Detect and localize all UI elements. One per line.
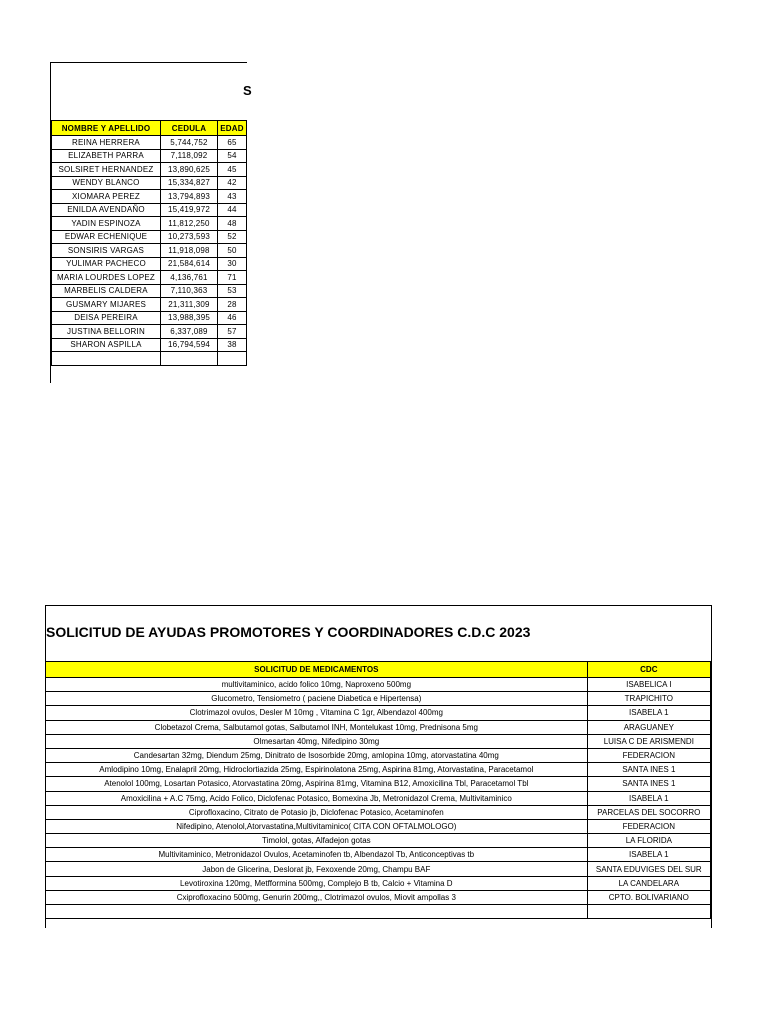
cell-cedula: 11,918,098 [161, 244, 218, 258]
cell-medicamentos: Amoxicilina + A.C 75mg, Acido Folico, Diclofenac Potasico, Bomexina Jb, Metronidazol Crema, Multivitaminico [46, 791, 588, 805]
cell-edad: 43 [218, 190, 247, 204]
cell-cdc: LA CANDELARA [587, 876, 710, 890]
cell-edad: 48 [218, 217, 247, 231]
cell-cedula: 15,419,972 [161, 203, 218, 217]
cell-medicamentos: Glucometro, Tensiometro ( paciene Diabetica e Hipertensa) [46, 692, 588, 706]
table-row [52, 149, 247, 163]
table-row [46, 890, 711, 904]
cell-medicamentos: Atenolol 100mg, Losartan Potasico, Atorvastatina 20mg, Aspirina 81mg, Vitamina B12, Amoxicilina Tbl, Paracetamol Tbl [46, 777, 588, 791]
table-row [46, 805, 711, 819]
table-header-row [46, 662, 711, 678]
cell-edad: 28 [218, 298, 247, 312]
cell-name: ELIZABETH PARRA [52, 149, 161, 163]
cell-name: GUSMARY MIJARES [52, 298, 161, 312]
patients-table-body [52, 136, 247, 366]
requests-sheet [45, 605, 712, 928]
cell-cedula: 4,136,761 [161, 271, 218, 285]
cell-cdc: LUISA C DE ARISMENDI [587, 734, 710, 748]
cell-name: DEISA PEREIRA [52, 311, 161, 325]
cell-name: JUSTINA BELLORIN [52, 325, 161, 339]
table-row [52, 352, 247, 366]
cell-cedula: 21,311,309 [161, 298, 218, 312]
cell-cdc: LA FLORIDA [587, 834, 710, 848]
header-edad: EDAD [218, 121, 247, 136]
cell-cedula: 6,337,089 [161, 325, 218, 339]
cell-cdc [587, 905, 710, 919]
cell-medicamentos [46, 905, 588, 919]
cell-cdc: FEDERACION [587, 819, 710, 833]
cell-edad: 71 [218, 271, 247, 285]
cell-cedula: 7,118,092 [161, 149, 218, 163]
cell-edad: 45 [218, 163, 247, 177]
cell-medicamentos: Amlodipino 10mg, Enalapril 20mg, Hidroclortiazida 25mg, Espirinolatona 25mg, Aspirina 81mg, Atorvastatina, Paracetamol [46, 763, 588, 777]
table-row [46, 734, 711, 748]
requests-table [45, 661, 711, 919]
table-row [46, 819, 711, 833]
table-row [52, 338, 247, 352]
cell-edad: 46 [218, 311, 247, 325]
table-row [52, 311, 247, 325]
table-row [52, 271, 247, 285]
cell-name: WENDY BLANCO [52, 176, 161, 190]
cell-cdc: ARAGUANEY [587, 720, 710, 734]
cell-cedula: 13,794,893 [161, 190, 218, 204]
cell-medicamentos: Timolol, gotas, Alfadejon gotas [46, 834, 588, 848]
cell-cdc: CPTO. BOLIVARIANO [587, 890, 710, 904]
table-row [52, 163, 247, 177]
cell-medicamentos: Olmesartan 40mg, Nifedipino 30mg [46, 734, 588, 748]
cell-cedula: 5,744,752 [161, 136, 218, 150]
table-row [46, 678, 711, 692]
table-row [46, 720, 711, 734]
cell-cdc: ISABELA 1 [587, 848, 710, 862]
cell-cdc: SANTA EDUVIGES DEL SUR [587, 862, 710, 876]
cell-cdc: SANTA INES 1 [587, 763, 710, 777]
table-row [46, 791, 711, 805]
cell-edad: 42 [218, 176, 247, 190]
cell-name [52, 352, 161, 366]
cell-name: YADIN ESPINOZA [52, 217, 161, 231]
cell-edad: 54 [218, 149, 247, 163]
cell-medicamentos: Levotiroxina 120mg, Metfformina 500mg, Complejo B tb, Calcio + Vitamina D [46, 876, 588, 890]
cell-medicamentos: Candesartan 32mg, Diendum 25mg, Dinitrato de Isosorbide 20mg, amlopina 10mg, atorvastatina 40mg [46, 748, 588, 762]
cell-edad: 30 [218, 257, 247, 271]
cell-name: EDWAR ECHENIQUE [52, 230, 161, 244]
table-row [46, 848, 711, 862]
table-row [46, 834, 711, 848]
table-row [46, 862, 711, 876]
cell-cedula: 21,584,614 [161, 257, 218, 271]
cell-edad [218, 352, 247, 366]
cell-cdc: ISABELA 1 [587, 791, 710, 805]
table-row [52, 190, 247, 204]
table-row [52, 176, 247, 190]
cell-cdc: ISABELA 1 [587, 706, 710, 720]
header-medicamentos: SOLICITUD DE MEDICAMENTOS [46, 662, 588, 678]
table-row [52, 230, 247, 244]
patients-sheet [50, 62, 252, 383]
table-row [52, 203, 247, 217]
cell-name: XIOMARA PEREZ [52, 190, 161, 204]
cell-name: REINA HERRERA [52, 136, 161, 150]
header-cdc: CDC [587, 662, 710, 678]
table-row [46, 876, 711, 890]
page-title: SOLICITUD DE AYUDAS PROMOTORES Y COORDINADORES C.D.C 2023 [46, 624, 531, 640]
table-header-row [52, 121, 247, 136]
cell-medicamentos: multivitaminico, acido folico 10mg, Naproxeno 500mg [46, 678, 588, 692]
table-row [46, 692, 711, 706]
table-row [46, 763, 711, 777]
cell-name: ENILDA AVENDAÑO [52, 203, 161, 217]
cell-cedula: 16,794,594 [161, 338, 218, 352]
cell-edad: 65 [218, 136, 247, 150]
table-row [46, 748, 711, 762]
cell-medicamentos: Jabon de Glicerina, Deslorat jb, Fexoxende 20mg, Champu BAF [46, 862, 588, 876]
cell-cdc: ISABELICA I [587, 678, 710, 692]
cell-cdc: FEDERACION [587, 748, 710, 762]
table-row [52, 257, 247, 271]
cell-edad: 57 [218, 325, 247, 339]
cell-cedula: 11,812,250 [161, 217, 218, 231]
cell-medicamentos: Clotrimazol ovulos, Desler M 10mg , Vitamina C 1gr, Albendazol 400mg [46, 706, 588, 720]
cell-cdc: TRAPICHITO [587, 692, 710, 706]
table-row [46, 706, 711, 720]
cell-cedula: 10,273,593 [161, 230, 218, 244]
table-row [52, 136, 247, 150]
cell-medicamentos: Clobetazol Crema, Salbutamol gotas, Salbutamol INH, Montelukast 10mg, Prednisona 5mg [46, 720, 588, 734]
cell-name: YULIMAR PACHECO [52, 257, 161, 271]
cell-name: SHARON ASPILLA [52, 338, 161, 352]
cell-edad: 52 [218, 230, 247, 244]
table-row [52, 244, 247, 258]
requests-table-body [46, 678, 711, 919]
table-row [52, 284, 247, 298]
table-row [46, 905, 711, 919]
table-row [46, 777, 711, 791]
header-cedula: CEDULA [161, 121, 218, 136]
cell-cedula: 15,334,827 [161, 176, 218, 190]
cell-name: MARIA LOURDES LOPEZ [52, 271, 161, 285]
cell-cedula: 13,890,625 [161, 163, 218, 177]
cell-cedula: 7,110,363 [161, 284, 218, 298]
cell-cdc: PARCELAS DEL SOCORRO [587, 805, 710, 819]
cell-cedula [161, 352, 218, 366]
cell-medicamentos: Cxiprofloxacino 500mg, Genurin 200mg,, Clotrimazol ovulos, Miovit ampollas 3 [46, 890, 588, 904]
header-name: NOMBRE Y APELLIDO [52, 121, 161, 136]
cell-medicamentos: Ciprofloxacino, Citrato de Potasio jb, Diclofenac Potasico, Acetaminofen [46, 805, 588, 819]
table-row [52, 325, 247, 339]
sheet-title-fragment: S [243, 83, 252, 98]
cell-name: MARBELIS CALDERA [52, 284, 161, 298]
cell-name: SONSIRIS VARGAS [52, 244, 161, 258]
cell-medicamentos: Multivitaminico, Metronidazol Ovulos, Acetaminofen tb, Albendazol Tb, Anticonceptivas tb [46, 848, 588, 862]
cell-name: SOLSIRET HERNANDEZ [52, 163, 161, 177]
cell-edad: 53 [218, 284, 247, 298]
cell-edad: 50 [218, 244, 247, 258]
table-row [52, 298, 247, 312]
cell-cedula: 13,988,395 [161, 311, 218, 325]
cell-edad: 38 [218, 338, 247, 352]
table-row [52, 217, 247, 231]
patients-table [51, 120, 247, 366]
cell-edad: 44 [218, 203, 247, 217]
cell-medicamentos: Nifedipino, Atenolol,Atorvastatina,Multivitaminico( CITA CON OFTALMOLOGO) [46, 819, 588, 833]
cell-cdc: SANTA INES 1 [587, 777, 710, 791]
